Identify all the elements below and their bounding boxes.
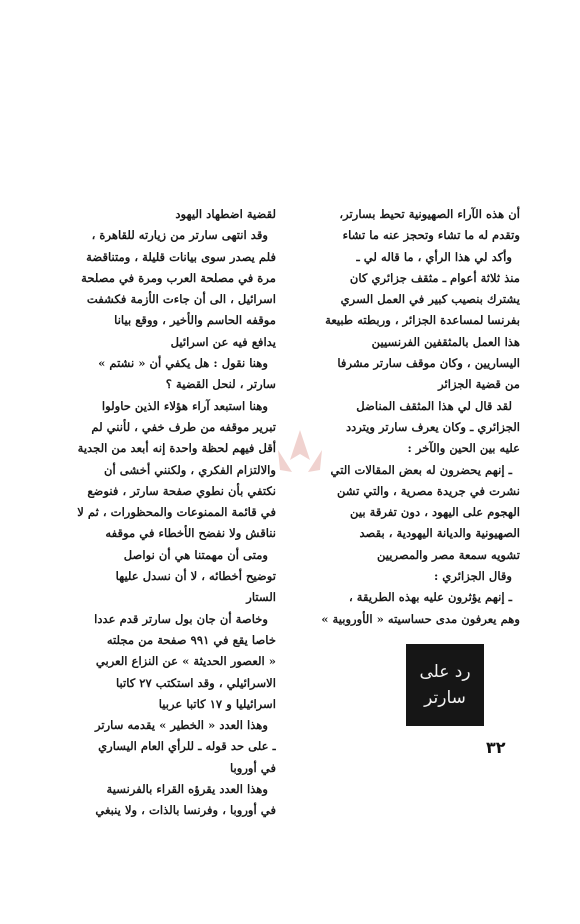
text-line: « العصور الحديثة » عن النزاع العربي — [95, 654, 276, 669]
text-line: وقد انتهى سارتر من زيارته للقاهرة ، — [91, 228, 268, 243]
text-line: تشويه سمعة مصر والمصريين — [376, 547, 520, 562]
text-line: خاصا يقع في ٩٩١ صفحة من مجلته — [106, 632, 276, 647]
text-line: الهجوم على اليهود ، دون تفرقة بين — [350, 505, 520, 520]
text-line: ـ إنهم يؤثرون عليه بهذه الطريقة ، — [349, 590, 512, 605]
text-line: لقد قال لي هذا المثقف المناضل — [356, 398, 512, 413]
text-line: وهذا العدد يقرؤه القراء بالفرنسية — [106, 782, 268, 797]
text-line: وهنا استبعد آراء هؤلاء الذين حاولوا — [101, 398, 268, 413]
text-line: تبرير موقفه من طرف خفي ، لأنني لم — [91, 419, 276, 434]
text-line: من قضية الجزائر — [438, 377, 520, 392]
text-line: توضيح أخطائه ، لا أن نسدل عليها — [115, 569, 276, 584]
text-line: الجزائري ـ وكان يعرف سارتر ويتردد — [345, 419, 520, 434]
text-line: هذا العمل بالمثقفين الفرنسيين — [371, 334, 520, 349]
text-line: ومتى أن مهمتنا هي أن نواصل — [123, 547, 268, 562]
text-line: وأكد لي هذا الرأي ، ما قاله لي ـ — [356, 249, 512, 264]
text-line: اسرائيليا و ١٧ كاتبا عربيا — [158, 696, 276, 711]
text-line: وقال الجزائري : — [433, 569, 512, 584]
section-title-box — [406, 644, 484, 726]
page-number: ٣٢ — [486, 738, 506, 757]
text-line: سارتر ، لنحل القضية ؟ — [165, 377, 276, 392]
text-line: في أوروبا ، وفرنسا بالذات ، ولا ينبغي — [95, 803, 276, 818]
section-title-line: رد على — [419, 662, 471, 682]
text-line: وهنا نقول : هل يكفي أن « نشتم » — [98, 356, 268, 371]
text-line: وخاصة أن جان بول سارتر قدم عددا — [94, 611, 268, 626]
left-text-column — [64, 204, 276, 822]
text-line: وتقدم له ما تشاء وتحجز عنه ما تشاء — [342, 228, 520, 243]
text-line: أن هذه الآراء الصهيونية تحيط بسارتر، — [339, 207, 520, 221]
text-line: في قائمة الممنوعات والمحظورات ، ثم لا — [77, 505, 276, 520]
text-line: مرة في مصلحة العرب ومرة في مصلحة — [81, 270, 276, 285]
text-line: اليساريين ، وكان موقف سارتر مشرفا — [337, 356, 520, 371]
text-line: الصهيونية والديانة اليهودية ، بقصد — [359, 526, 520, 541]
text-line: لقضية اضطهاد اليهود — [175, 207, 276, 221]
text-line: ـ على حد قوله ـ للرأي العام اليساري — [98, 739, 276, 754]
text-line: نناقش ولا نفضح الأخطاء في موقفه — [105, 526, 276, 541]
text-line: وهم يعرفون مدى حساسيته « الأوروبية » — [321, 611, 520, 626]
text-line: بفرنسا لمساعدة الجزائر ، وربطته طبيعة — [325, 313, 520, 328]
text-line: الستار — [246, 590, 276, 605]
text-line: نشرت في جريدة مصرية ، والتي تشن — [336, 483, 520, 498]
text-line: اسرائيل ، الى أن جاءت الأزمة فكشفت — [86, 292, 276, 307]
text-line: في أوروبا — [229, 760, 276, 775]
text-line: موقفه الحاسم والأخير ، ووقع بيانا — [114, 313, 276, 328]
text-line: منذ ثلاثة أعوام ـ مثقف جزائري كان — [349, 270, 520, 285]
text-line: فلم يصدر سوى بيانات قليلة ، ومتناقضة — [86, 249, 276, 264]
text-line: والالتزام الفكري ، ولكنني أخشى أن — [104, 462, 276, 477]
text-line: يشترك بنصيب كبير في العمل السري — [340, 292, 520, 307]
text-line: عليه بين الحين والآخر : — [407, 441, 520, 456]
text-line: يدافع فيه عن اسرائيل — [170, 334, 276, 349]
text-line: ـ إنهم يحضرون له بعض المقالات التي — [330, 462, 512, 477]
section-title-line: سارتر — [424, 688, 466, 708]
text-line: نكتفي بأن نطوي صفحة سارتر ، فنوضع — [87, 483, 276, 498]
text-line: الاسرائيلي ، وقد استكتب ٢٧ كاتبا — [115, 675, 276, 690]
text-line: وهذا العدد « الخطير » يقدمه سارتر — [94, 718, 268, 733]
text-line: أقل فيهم لحظة واحدة إنه أبعد من الجدية — [77, 441, 276, 456]
right-text-column — [290, 204, 520, 630]
